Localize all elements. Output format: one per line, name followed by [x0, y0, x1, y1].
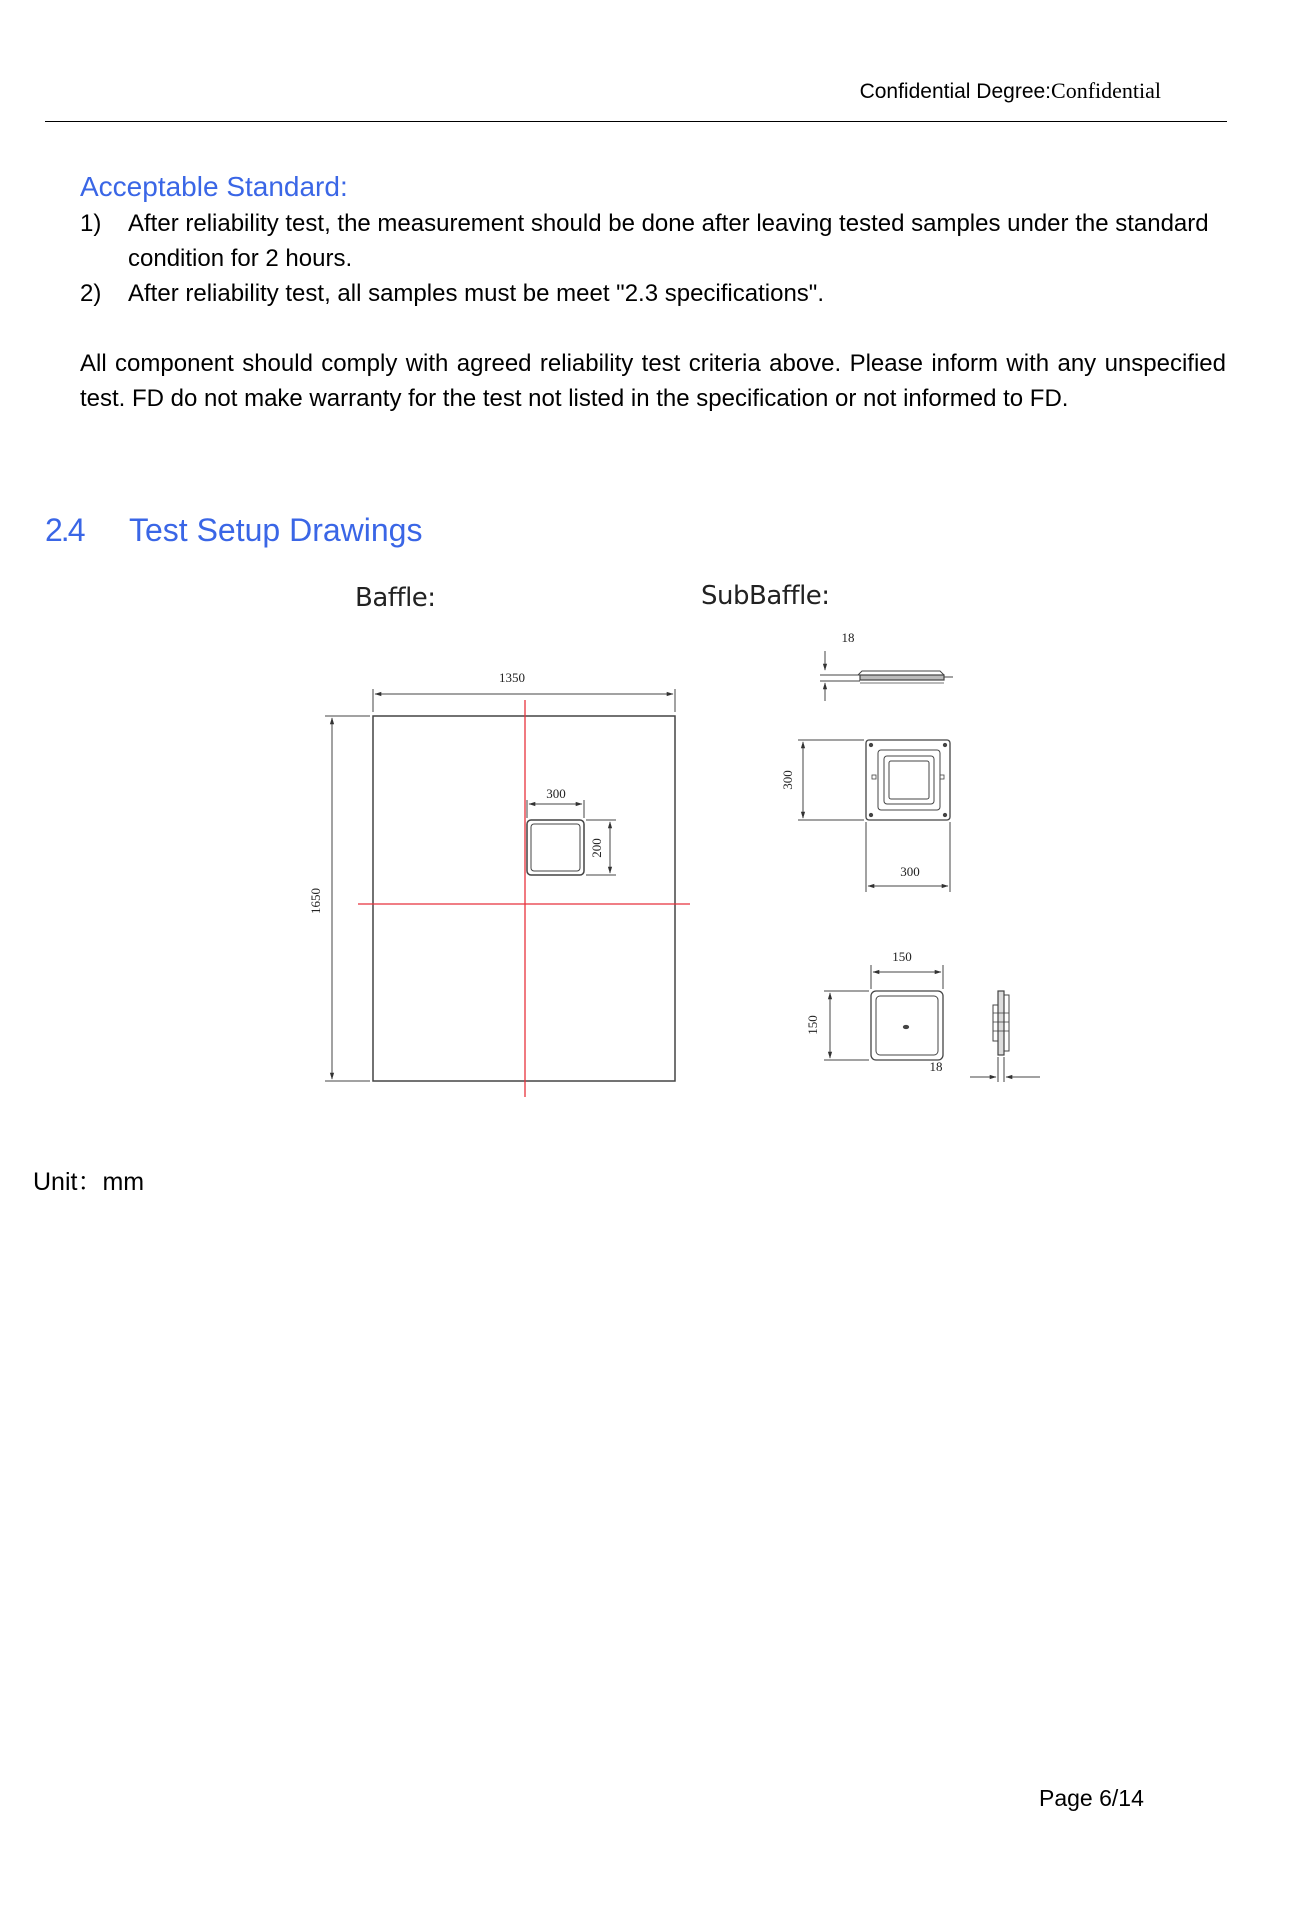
acceptable-standard-title: Acceptable Standard: — [80, 171, 348, 202]
baffle-outline — [373, 716, 675, 1081]
baffle-height-label: 1650 — [308, 888, 323, 914]
opening-width-label: 300 — [546, 786, 566, 801]
insert-thickness-label: 18 — [929, 1059, 943, 1074]
list-item-text: After reliability test, the measurement should be done after leaving tested samples under the standard condition for 2 hours. — [128, 210, 1209, 272]
list-item-number: 2) — [80, 280, 102, 307]
baffle-label: Baffle: — [355, 583, 436, 613]
insert-height-label: 150 — [805, 1015, 820, 1035]
subbaffle-thickness-label: 18 — [841, 630, 855, 645]
plate-width-label: 300 — [900, 864, 920, 879]
section-number: 2.4 — [45, 512, 84, 548]
section-title: Test Setup Drawings — [129, 512, 423, 548]
list-item-number: 1) — [80, 210, 102, 237]
insert-side-view — [970, 991, 1040, 1082]
baffle-centerlines — [358, 700, 690, 1097]
unit-note: Unit：mm — [33, 1168, 145, 1196]
confidential-value: Confidential — [1051, 78, 1161, 103]
baffle-width-label: 1350 — [499, 670, 525, 685]
list-item-text: After reliability test, all samples must be meet "2.3 specifications". — [128, 280, 824, 307]
subbaffle-label: SubBaffle: — [701, 581, 830, 611]
subbaffle-side-view — [820, 651, 953, 701]
confidential-label: Confidential Degree: — [859, 80, 1052, 103]
compliance-paragraph: All component should comply with agreed reliability test criteria above. Please inform with any unspecified test. FD do not make warranty for the test not listed in the specification or not informed to FD. — [80, 350, 1226, 412]
insert-width-label: 150 — [892, 949, 912, 964]
opening-height-label: 200 — [589, 838, 604, 858]
plate-height-label: 300 — [780, 770, 795, 790]
subbaffle-plate — [798, 740, 950, 892]
baffle-opening — [527, 820, 584, 875]
baffle-drawing — [325, 689, 675, 1081]
page-number: Page 6/14 — [1039, 1785, 1144, 1811]
subbaffle-insert — [824, 965, 943, 1060]
